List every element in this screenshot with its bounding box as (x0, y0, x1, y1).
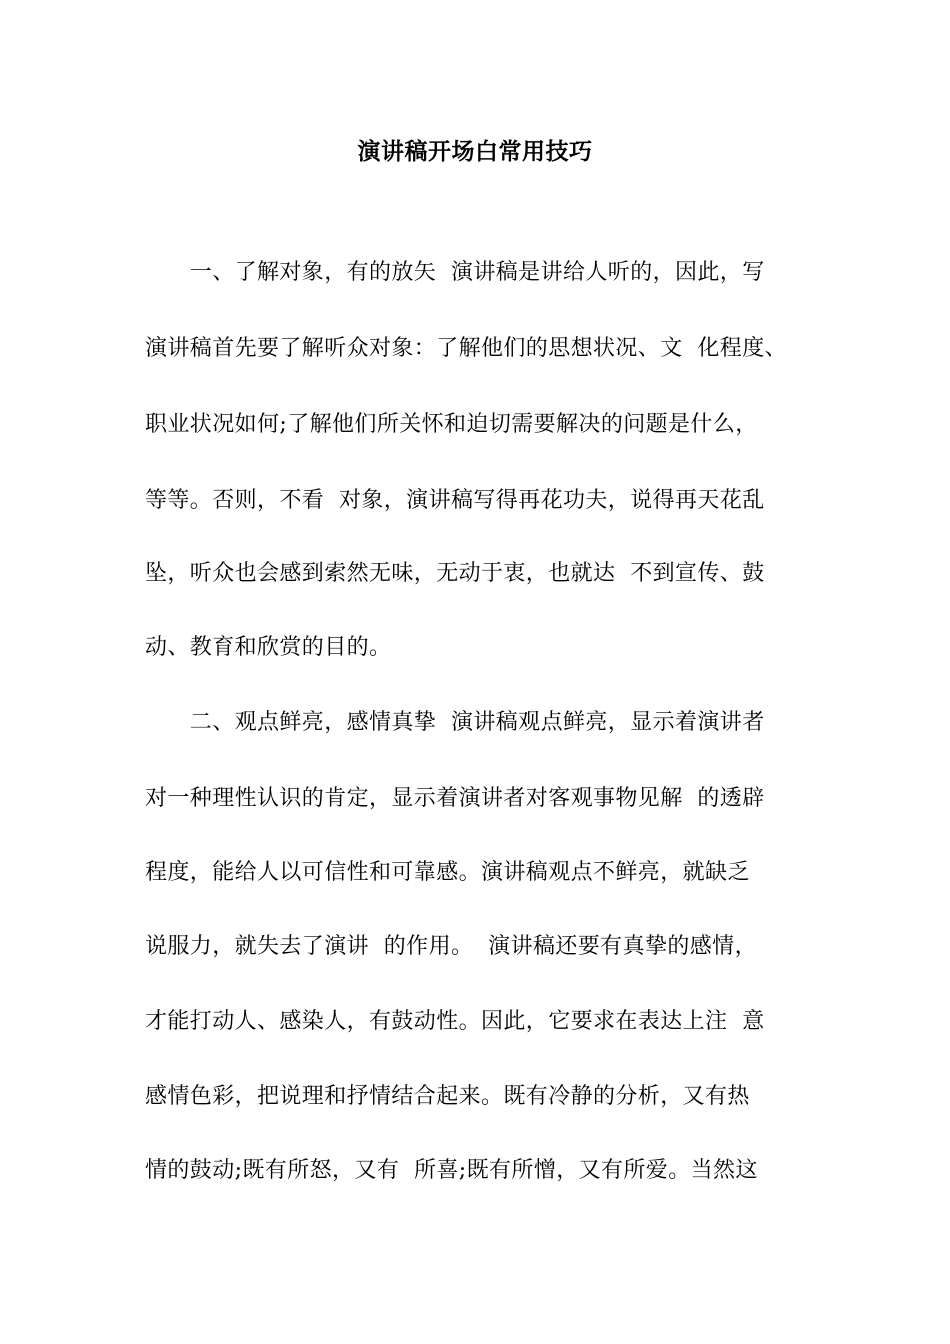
body-line: 情的鼓动;既有所怒，又有 所喜;既有所憎，又有所爱。当然这 (145, 1158, 758, 1183)
body-line: 感情色彩，把说理和抒情结合起来。既有冷静的分析，又有热 (145, 1084, 750, 1109)
body-line: 等等。否则，不看 对象，演讲稿写得再花功夫，说得再天花乱 (145, 488, 765, 513)
body-line: 坠，听众也会感到索然无味，无动于衷，也就达 不到宣传、鼓 (145, 561, 765, 586)
body-line: 演讲稿首先要了解听众对象：了解他们的思想状况、文 化程度、 (145, 336, 787, 361)
body-line: 程度，能给人以可信性和可靠感。演讲稿观点不鲜亮，就缺乏 (145, 860, 750, 885)
body-line: 动、教育和欣赏的目的。 (145, 635, 392, 660)
body-line: 职业状况如何;了解他们所关怀和迫切需要解决的问题是什么， (145, 412, 758, 437)
body-line: 对一种理性认识的肯定，显示着演讲者对客观事物见解 的透辟 (145, 786, 765, 811)
document-title: 演讲稿开场白常用技巧 (357, 138, 593, 165)
body-line: 一、了解对象，有的放矢 演讲稿是讲给人听的，因此，写 (145, 260, 765, 285)
body-line: 说服力，就失去了演讲 的作用。 演讲稿还要有真挚的感情， (145, 934, 757, 959)
body-line: 二、观点鲜亮，感情真挚 演讲稿观点鲜亮，显示着演讲者 (145, 710, 765, 735)
body-line: 才能打动人、感染人，有鼓动性。因此，它要求在表达上注 意 (145, 1009, 765, 1034)
